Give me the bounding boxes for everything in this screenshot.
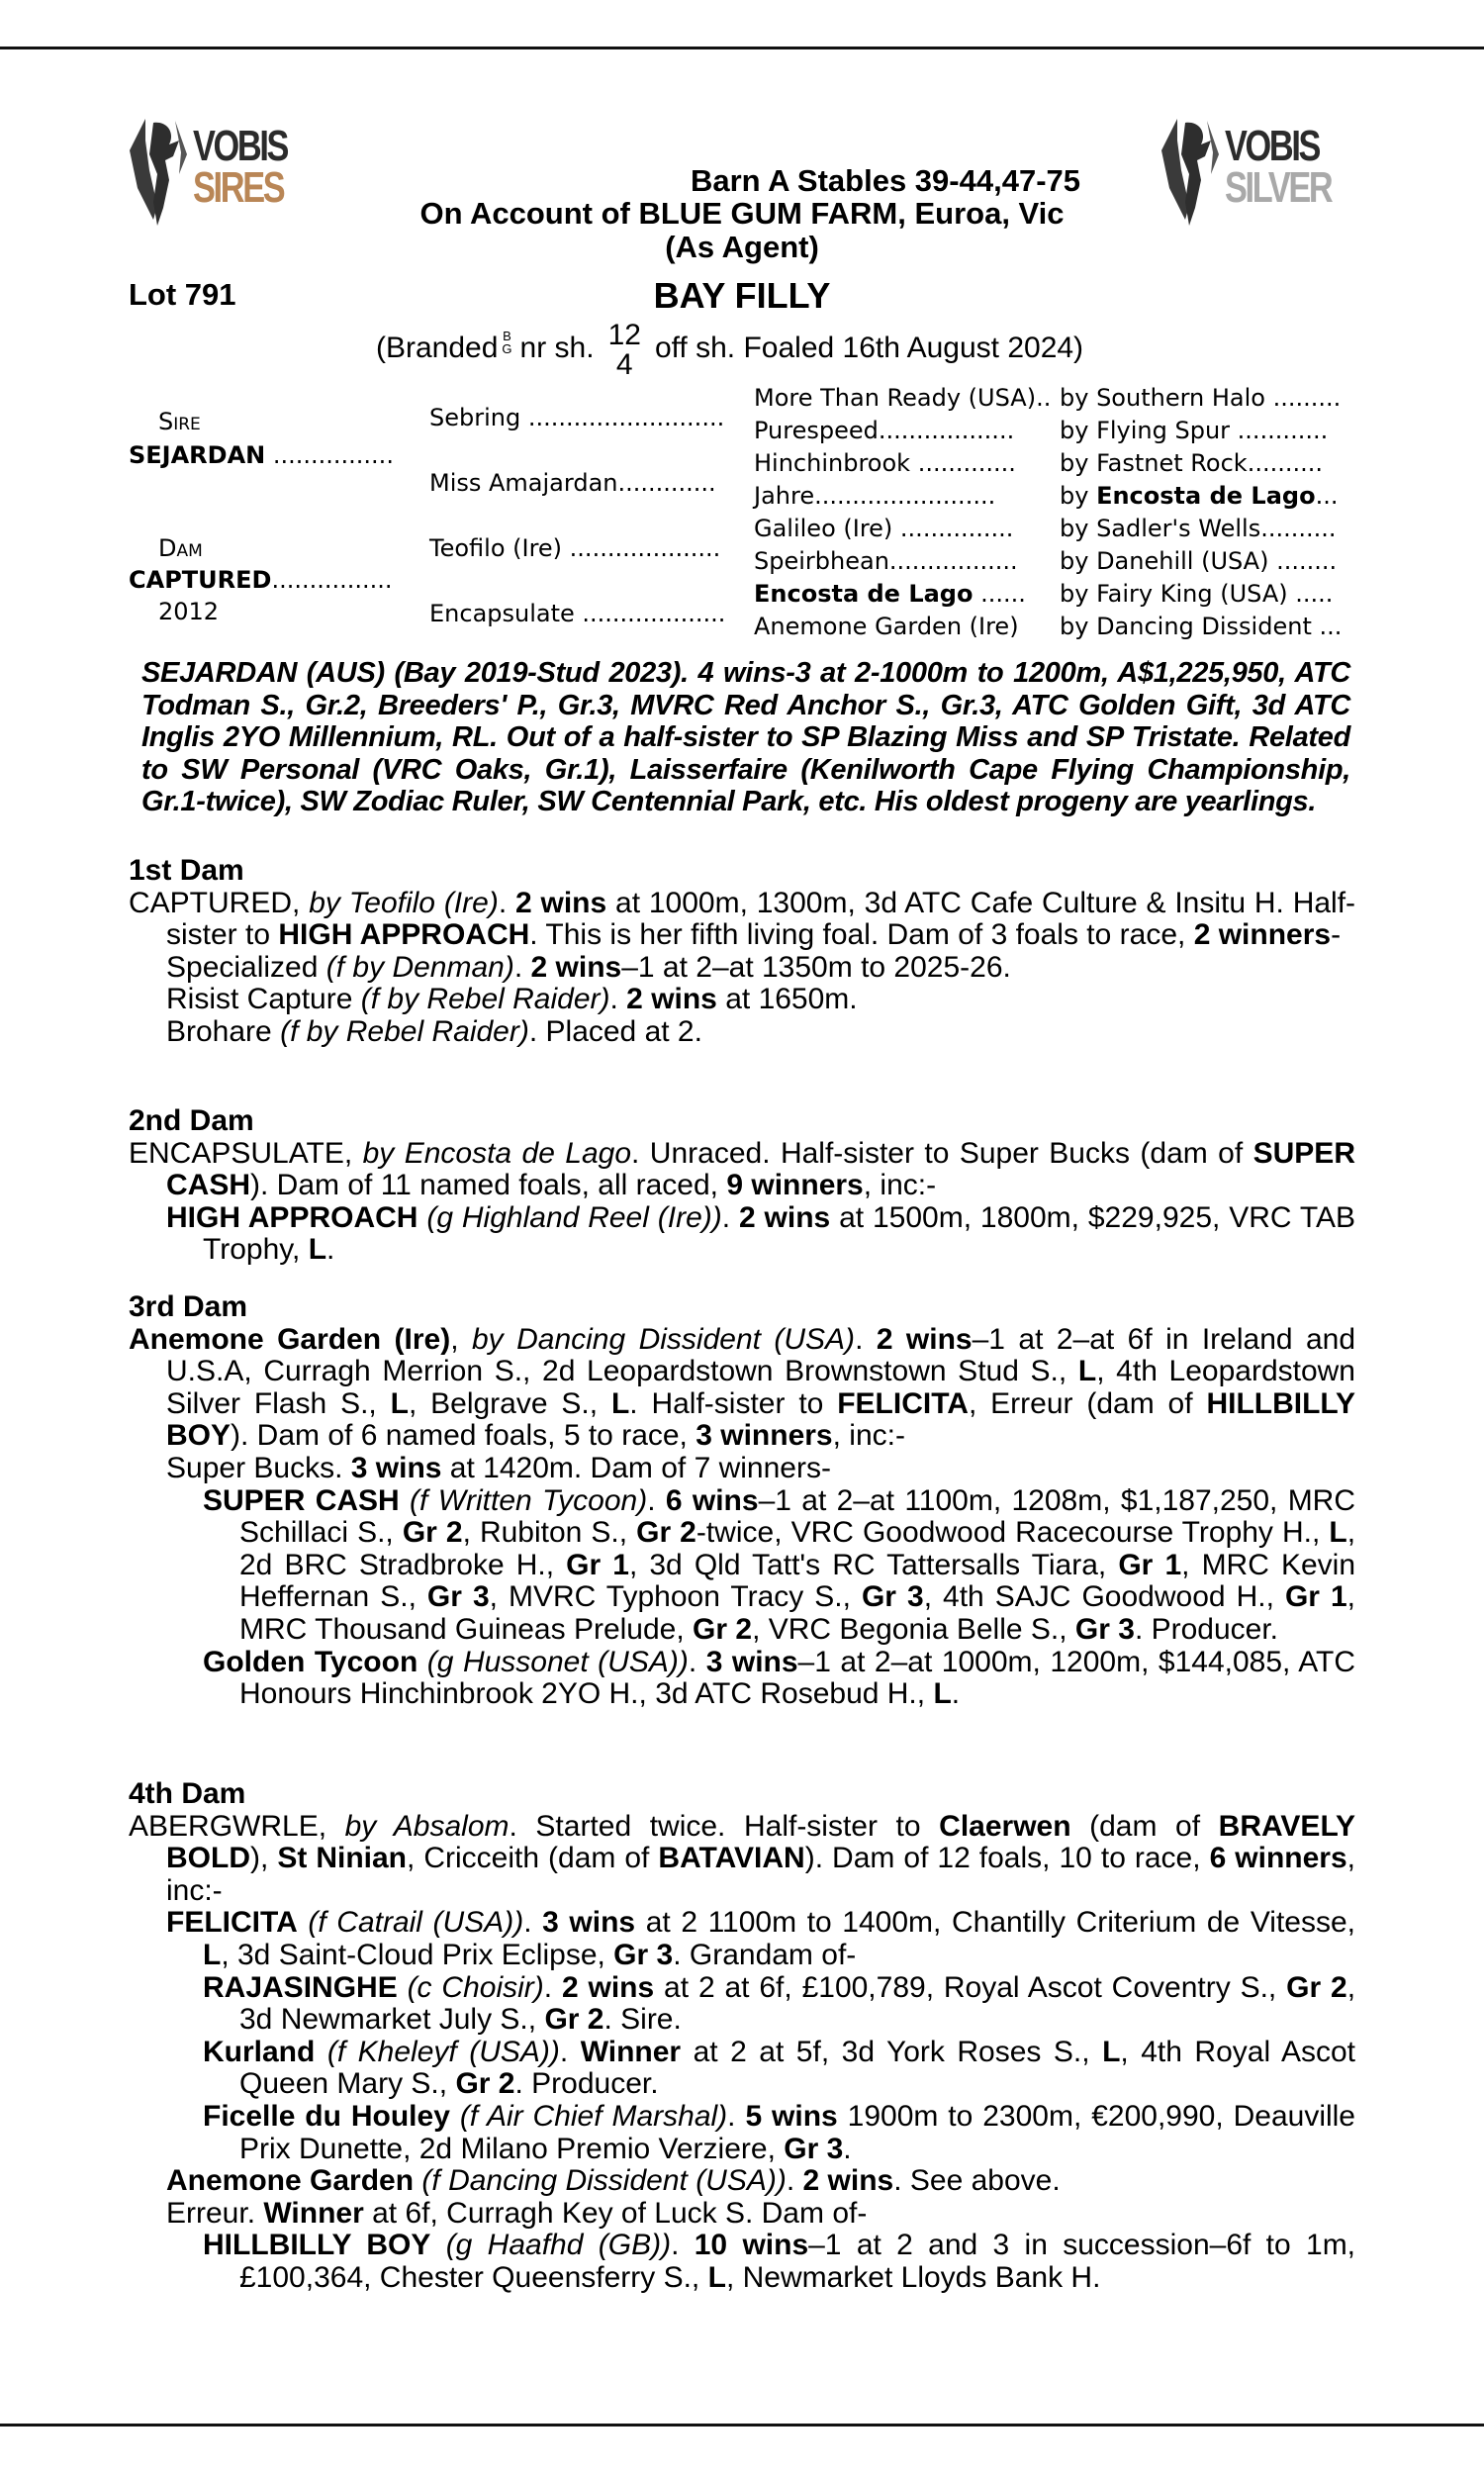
text-run: . xyxy=(671,2229,695,2262)
gen3-row: Encosta de Lago ...... xyxy=(754,580,1026,608)
gen3-by: by Fastnet Rock.......... xyxy=(1060,449,1323,477)
text-run: . xyxy=(843,2132,852,2165)
dam-dam-text: Encapsulate xyxy=(429,600,575,627)
text-run: , Belgrave S., xyxy=(408,1386,611,1420)
sire-sire-text: Sebring xyxy=(429,404,521,431)
bold-run: Gr 2 xyxy=(402,1516,463,1550)
italic-run: by Teofilo (Ire) xyxy=(309,886,499,919)
text-run: . Started twice. Half-sister to xyxy=(509,1809,940,1843)
bold-run: 6 winners xyxy=(1209,1842,1347,1875)
text-run: . See above. xyxy=(893,2164,1061,2198)
section-heading: 1st Dam xyxy=(129,854,244,887)
bold-run: Gr 3 xyxy=(426,1580,490,1614)
text-run: . xyxy=(513,950,531,984)
gen3-by: by Encosta de Lago... xyxy=(1060,482,1339,510)
bold-run: Anemone Garden xyxy=(166,2164,415,2198)
italic-run: by Encosta de Lago xyxy=(362,1136,632,1170)
pedigree-entry xyxy=(129,1647,1355,1711)
bold-run: RAJASINGHE xyxy=(203,1970,398,2004)
text-run: , 4th SAJC Goodwood H., xyxy=(923,1580,1285,1614)
gen3-row: Jahre........................ xyxy=(754,482,996,510)
bold-run: FELICITA xyxy=(837,1386,969,1420)
text-run: (dam of xyxy=(1070,1809,1219,1843)
horse-title: BAY FILLY xyxy=(653,275,831,316)
third-dam-section xyxy=(129,1291,1355,1711)
bold-run: BATAVIAN xyxy=(658,1842,805,1875)
text-run: at 2 at 5f, 3d York Roses S., xyxy=(681,2035,1103,2068)
italic-run: (f Written Tycoon) xyxy=(410,1483,648,1517)
text-run: . Producer. xyxy=(1134,1612,1279,1646)
text-run: . Unraced. Half-sister to Super Bucks (dam of xyxy=(631,1136,1253,1170)
pedigree-entry xyxy=(129,952,1355,985)
text-run: at 2 at 6f, £100,789, Royal Ascot Coventry S., xyxy=(654,1970,1287,2004)
pedigree-entry xyxy=(129,1138,1355,1202)
dam-year: 2012 xyxy=(158,598,220,625)
text-run: , 3d Newmarket July S., xyxy=(239,1970,1356,2037)
brand-mark-top: B xyxy=(503,329,511,343)
bold-run: HILLBILLY BOY xyxy=(203,2229,431,2262)
gen3-by: by Southern Halo ......... xyxy=(1060,384,1342,412)
section-heading: 2nd Dam xyxy=(129,1104,254,1137)
bold-run: Winner xyxy=(263,2196,364,2230)
bold-run: 2 wins xyxy=(514,886,607,919)
text-run: . xyxy=(786,2164,803,2198)
text-run: . Placed at 2. xyxy=(528,1014,702,1048)
bold-run: 2 wins xyxy=(626,983,717,1016)
gen3-name: Anemone Garden (Ire) xyxy=(754,613,1019,640)
barn-stables: Barn A Stables 39-44,47-75 xyxy=(690,163,1080,198)
text-run: , Newmarket Lloyds Bank H. xyxy=(725,2260,1101,2294)
text-run: Specialized xyxy=(166,950,326,984)
bold-run: L xyxy=(203,1938,222,1971)
text-run: . This is her fifth living foal. Dam of 3 foals to race, xyxy=(529,918,1194,952)
text-run: . xyxy=(721,1200,739,1234)
gen3-by: by Flying Spur ............ xyxy=(1060,417,1329,444)
text-run: , Erreur (dam of xyxy=(968,1386,1207,1420)
text-run: . xyxy=(951,1677,961,1711)
gen3-name: More Than Ready (USA) xyxy=(754,384,1037,412)
top-rule xyxy=(0,47,1484,49)
text-run: , Cricceith (dam of xyxy=(407,1842,659,1875)
text-run: –1 at 2–at 1000m, 1200m, $144,085, ATC Honours Hinchinbrook 2YO H., 3d ATC Rosebud H., xyxy=(239,1645,1356,1711)
text-run: at 1500m, 1800m, $229,925, VRC TAB Trophy, xyxy=(203,1200,1356,1267)
bold-run: SUPER CASH xyxy=(166,1136,1355,1202)
italic-run: (f by Rebel Raider) xyxy=(280,1014,529,1048)
bold-run: 2 wins xyxy=(561,1970,655,2004)
bold-run: Gr 1 xyxy=(566,1548,629,1581)
text-run xyxy=(430,2229,445,2261)
bold-run: L xyxy=(1077,1355,1097,1388)
text-run xyxy=(450,2100,460,2133)
bold-run: Gr 2 xyxy=(455,2067,515,2101)
bold-run: L xyxy=(933,1677,952,1711)
brand-number xyxy=(608,321,641,380)
text-run: –1 at 2–at 1350m to 2025-26. xyxy=(621,950,1011,984)
bold-run: Gr 3 xyxy=(861,1580,924,1614)
bold-run: Gr 2 xyxy=(636,1516,696,1550)
dam-dam: Encapsulate ................... xyxy=(429,600,726,627)
text-run: 1900m to 2300m, €200,990, Deauville Prix Dunette, 2d Milano Premio Verziere, xyxy=(239,2099,1355,2165)
sire-summary: SEJARDAN (AUS) (Bay 2019-Stud 2023). 4 wins-3 at 2-1000m to 1200m, A$1,225,950, ATC Todman S., Gr.2, Breeders' P., Gr.3, MVRC Red Anchor S., Gr.3, ATC Golden Gift, 3d ATC Inglis 2YO Millennium, RL. Out of a half-sister to SP Blazing Miss and SP Tristate. Related to SW Personal (VRC Oaks, Gr.1), Laisserfaire (Kenilworth Cape Flying Championship, Gr.1-twice), SW Zodiac Ruler, SW Centennial Park, etc. His oldest progeny are yearlings. xyxy=(141,657,1350,817)
brand-nr: nr sh. xyxy=(519,332,595,364)
gen3-by: by Sadler's Wells.......... xyxy=(1060,515,1337,542)
bold-run: HIGH APPROACH xyxy=(166,1200,418,1234)
gen3-by-text: by Flying Spur xyxy=(1060,417,1231,444)
italic-run: (f by Rebel Raider) xyxy=(360,983,610,1016)
bold-run: 3 winners xyxy=(696,1419,833,1453)
text-run: . xyxy=(688,1645,706,1678)
section-entries xyxy=(129,888,1355,1049)
text-run xyxy=(417,1646,427,1678)
dam-sire: Teofilo (Ire) .................... xyxy=(429,534,721,562)
text-run: . Sire. xyxy=(603,2003,682,2037)
text-run: . xyxy=(559,2035,581,2068)
italic-run: (f Catrail (USA)) xyxy=(308,1906,524,1940)
bold-run: 2 wins xyxy=(530,950,622,984)
bold-run: Gr 3 xyxy=(784,2132,844,2165)
text-run: , MVRC Typhoon Tracy S., xyxy=(489,1580,862,1614)
pedigree-entry xyxy=(129,1907,1355,1971)
section-entries xyxy=(129,1324,1355,1711)
gen3-name: Galileo (Ire) xyxy=(754,515,893,542)
bold-run: Winner xyxy=(580,2035,682,2068)
gen3-name: Encosta de Lago xyxy=(754,580,974,608)
gen3-by: by Fairy King (USA) ..... xyxy=(1060,580,1334,608)
text-run: . xyxy=(543,1970,562,2004)
text-run: , 3d Saint-Cloud Prix Eclipse, xyxy=(221,1938,614,1971)
text-run: , 2d BRC Stradbroke H., xyxy=(239,1516,1356,1581)
gen3-row xyxy=(754,613,1019,640)
text-run xyxy=(315,2036,327,2068)
as-agent: (As Agent) xyxy=(665,230,819,264)
bold-run: L xyxy=(1329,1516,1347,1550)
bold-run: HILLBILLY BOY xyxy=(166,1386,1355,1453)
text-run: . xyxy=(647,1483,666,1517)
pedigree-entry xyxy=(129,2101,1355,2165)
pedigree-entry xyxy=(129,1324,1355,1453)
text-run: . Grandam of- xyxy=(673,1938,857,1971)
text-run: , VRC Begonia Belle S., xyxy=(752,1612,1075,1646)
text-run: . xyxy=(855,1322,877,1356)
text-run: –1 at 2–at 1100m, 1208m, $1,187,250, MRC Schillaci S., xyxy=(239,1483,1356,1550)
vendor-account: On Account of BLUE GUM FARM, Euroa, Vic xyxy=(419,196,1065,231)
brand-mark-icon xyxy=(502,330,511,355)
gen3-by-text: by Fastnet Rock xyxy=(1060,449,1248,477)
brand-suffix: off sh. Foaled 16th August 2024) xyxy=(654,332,1084,364)
italic-run: by Absalom xyxy=(344,1809,510,1843)
gen3-by: by Danehill (USA) ........ xyxy=(1060,547,1338,575)
bold-run: Gr 3 xyxy=(1074,1612,1135,1646)
text-run: –1 at 2–at 6f in Ireland and U.S.A, Curragh Merrion S., 2d Leopardstown Brownstown Stud S., xyxy=(166,1322,1356,1388)
italic-run: (g Haafhd (GB)) xyxy=(445,2229,672,2262)
gen3-row: Speirbhean................. xyxy=(754,547,1018,575)
pedigree-entry xyxy=(129,1453,1355,1485)
text-run: , 4th Royal Ascot Queen Mary S., xyxy=(239,2035,1355,2101)
text-run: CAPTURED, xyxy=(129,886,310,919)
pedigree-entry xyxy=(129,1485,1355,1647)
bold-run: SUPER CASH xyxy=(203,1483,400,1517)
pedigree-entry xyxy=(129,1016,1355,1049)
section-heading: 4th Dam xyxy=(129,1777,246,1810)
logo-word-sires: SIRES xyxy=(193,163,284,212)
italic-run: (c Choisir) xyxy=(407,1970,544,2004)
text-run: ). Dam of 6 named foals, 5 to race, xyxy=(231,1419,696,1453)
brand-prefix: (Branded xyxy=(376,332,499,364)
logo-word-silver: SILVER xyxy=(1225,163,1332,212)
pedigree-entry xyxy=(129,2198,1355,2231)
bold-run: L xyxy=(610,1386,630,1420)
gen3-row: Purespeed.................. xyxy=(754,417,1015,444)
brand-number-bottom: 4 xyxy=(615,348,633,381)
text-run xyxy=(400,1484,410,1517)
bold-run: 6 wins xyxy=(665,1483,759,1517)
pedigree-entry xyxy=(129,2165,1355,2198)
pedigree-entry xyxy=(129,1811,1355,1908)
dam-sire-text: Teofilo (Ire) xyxy=(429,534,563,562)
pedigree-table xyxy=(0,386,1484,648)
pedigree-entry xyxy=(129,1202,1355,1267)
logo-word-vobis: VOBIS xyxy=(1225,122,1320,170)
sire-dam-text: Miss Amajardan xyxy=(429,469,618,497)
bold-run: 5 wins xyxy=(745,2099,838,2133)
gen3-row: More Than Ready (USA).. xyxy=(754,384,1052,412)
text-run: Super Bucks. xyxy=(166,1451,351,1484)
text-run: Brohare xyxy=(166,1014,281,1048)
gen3-name: Hinchinbrook xyxy=(754,449,911,477)
text-run: . Half-sister to xyxy=(629,1386,838,1420)
bold-run: 2 wins xyxy=(738,1200,831,1234)
bold-run: Ficelle du Houley xyxy=(203,2099,450,2133)
gen3-by-text: by Southern Halo xyxy=(1060,384,1265,412)
bold-run: L xyxy=(1102,2035,1121,2068)
italic-run: (f Kheleyf (USA)) xyxy=(326,2035,560,2068)
sire-label: Sire xyxy=(158,408,201,435)
bold-run: Gr 2 xyxy=(693,1612,753,1646)
text-run: . xyxy=(498,886,515,919)
text-run: . xyxy=(326,1233,335,1267)
bold-run: Gr 1 xyxy=(1118,1548,1182,1581)
text-run: , Rubiton S., xyxy=(462,1516,637,1550)
sire-dam: Miss Amajardan............. xyxy=(429,469,716,497)
text-run: . xyxy=(523,1906,543,1940)
italic-run: (f Air Chief Marshal) xyxy=(459,2099,728,2133)
text-run: , MRC Thousand Guineas Prelude, xyxy=(239,1580,1356,1646)
pedigree-entry xyxy=(129,888,1355,952)
bold-run: L xyxy=(390,1386,409,1420)
text-run xyxy=(398,1971,408,2004)
bold-run: 2 wins xyxy=(876,1322,973,1356)
gen3-by: by Dancing Dissident ... xyxy=(1060,613,1343,640)
text-run xyxy=(417,1201,426,1234)
fourth-dam-section xyxy=(129,1778,1355,2295)
bold-run: Golden Tycoon xyxy=(203,1645,418,1678)
dam-name: CAPTURED................ xyxy=(129,566,393,594)
brand-number-top: 12 xyxy=(607,319,641,351)
bold-run: 2 winners xyxy=(1193,918,1332,952)
text-run: , 3d Qld Tatt's RC Tattersalls Tiara, xyxy=(628,1548,1119,1581)
gen3-by-text: by Dancing Dissident xyxy=(1060,613,1312,640)
bold-run: 3 wins xyxy=(350,1451,442,1484)
text-run: ). Dam of 12 foals, 10 to race, xyxy=(804,1842,1210,1875)
text-run: , MRC Kevin Heffernan S., xyxy=(239,1548,1356,1614)
bold-run: 2 wins xyxy=(802,2164,894,2198)
text-run: . xyxy=(609,983,627,1016)
lot-number: Lot 791 xyxy=(129,277,236,312)
text-run: at 1650m. xyxy=(716,983,858,1016)
gen3-row: Galileo (Ire) ............... xyxy=(754,515,1014,542)
bold-run: Gr 3 xyxy=(613,1938,674,1971)
bold-run: 9 winners xyxy=(726,1169,864,1202)
text-run: ), xyxy=(250,1842,278,1875)
text-run: , inc:- xyxy=(832,1419,905,1453)
bold-run: St Ninian xyxy=(277,1842,407,1875)
dam-label: Dam xyxy=(158,534,203,562)
italic-run: (f by Denman) xyxy=(325,950,514,984)
text-run: Erreur. xyxy=(166,2196,264,2230)
sire-sire: Sebring .......................... xyxy=(429,404,725,431)
bold-run: Anemone Garden (Ire) xyxy=(129,1322,451,1356)
text-run: , inc:- xyxy=(166,1842,1355,1907)
text-run: –1 at 2 and 3 in succession–6f to 1m, £100,364, Chester Queensferry S., xyxy=(239,2229,1356,2294)
gen3-name: Speirbhean xyxy=(754,547,889,575)
pedigree-entry xyxy=(129,1972,1355,2037)
text-run: at 6f, Curragh Key of Luck S. Dam of- xyxy=(363,2196,868,2230)
text-run: at 1000m, 1300m, 3d ATC Cafe Culture & Insitu H. Half-sister to xyxy=(166,886,1356,952)
bold-run: 3 wins xyxy=(542,1906,636,1940)
first-dam-section xyxy=(129,855,1355,1049)
gen3-by-text: by Sadler's Wells xyxy=(1060,515,1261,542)
bold-run: FELICITA xyxy=(166,1906,298,1940)
gen3-name: Purespeed xyxy=(754,417,879,444)
text-run: , 4th Leopardstown Silver Flash S., xyxy=(166,1355,1355,1420)
second-dam-section xyxy=(129,1105,1355,1267)
bold-run: Gr 2 xyxy=(544,2003,604,2037)
bold-run: Gr 2 xyxy=(1286,1970,1347,2004)
text-run: at 2 1100m to 1400m, Chantilly Criterium de Vitesse, xyxy=(635,1906,1355,1940)
text-run: , xyxy=(450,1322,472,1356)
text-run: ). Dam of 11 named foals, all raced, xyxy=(250,1169,727,1202)
sire-name: SEJARDAN ................ xyxy=(129,441,394,469)
italic-run: (g Hussonet (USA)) xyxy=(426,1645,689,1678)
italic-run: (g Highland Reel (Ire)) xyxy=(426,1200,722,1234)
text-run: . xyxy=(727,2099,746,2133)
bold-run: L xyxy=(308,1233,327,1267)
text-run: ABERGWRLE, xyxy=(129,1809,345,1843)
bold-run: Claerwen xyxy=(939,1809,1071,1843)
sire-name-text: SEJARDAN xyxy=(129,441,266,469)
bold-run: BRAVELY BOLD xyxy=(166,1809,1356,1875)
section-entries xyxy=(129,1138,1355,1267)
dam-name-text: CAPTURED xyxy=(129,566,272,594)
brand-line xyxy=(376,319,1084,381)
pedigree-entry xyxy=(129,2037,1355,2101)
text-run: , inc:- xyxy=(863,1169,937,1202)
pedigree-entry xyxy=(129,984,1355,1016)
section-heading: 3rd Dam xyxy=(129,1290,248,1323)
pedigree-entry xyxy=(129,2230,1355,2294)
text-run: at 1420m. Dam of 7 winners- xyxy=(441,1451,831,1484)
bold-run: L xyxy=(707,2260,726,2294)
gen3-by-text: by Fairy King (USA) xyxy=(1060,580,1288,608)
text-run: Risist Capture xyxy=(166,983,361,1016)
text-run xyxy=(298,1906,309,1939)
italic-run: by Dancing Dissident (USA) xyxy=(472,1322,856,1356)
text-run: - xyxy=(1331,918,1342,952)
text-run: ENCAPSULATE, xyxy=(129,1136,363,1170)
bold-run: Kurland xyxy=(203,2035,316,2068)
gen3-row: Hinchinbrook ............. xyxy=(754,449,1016,477)
brand-mark-bottom: G xyxy=(502,341,512,356)
text-run: . Producer. xyxy=(514,2067,659,2101)
gen3-by-text: by Danehill (USA) xyxy=(1060,547,1269,575)
text-run: -twice, VRC Goodwood Racecourse Trophy H., xyxy=(696,1516,1330,1550)
logo-word-vobis: VOBIS xyxy=(193,122,288,170)
gen3-by-text: Encosta de Lago xyxy=(1096,482,1316,510)
bold-run: HIGH APPROACH xyxy=(278,918,530,952)
bold-run: 3 wins xyxy=(705,1645,798,1678)
bold-run: Gr 1 xyxy=(1284,1580,1347,1614)
bottom-rule xyxy=(0,2424,1484,2426)
bold-run: 10 wins xyxy=(694,2229,809,2262)
section-entries xyxy=(129,1811,1355,2295)
gen3-name: Jahre xyxy=(754,482,815,510)
italic-run: (f Dancing Dissident (USA)) xyxy=(421,2164,787,2198)
